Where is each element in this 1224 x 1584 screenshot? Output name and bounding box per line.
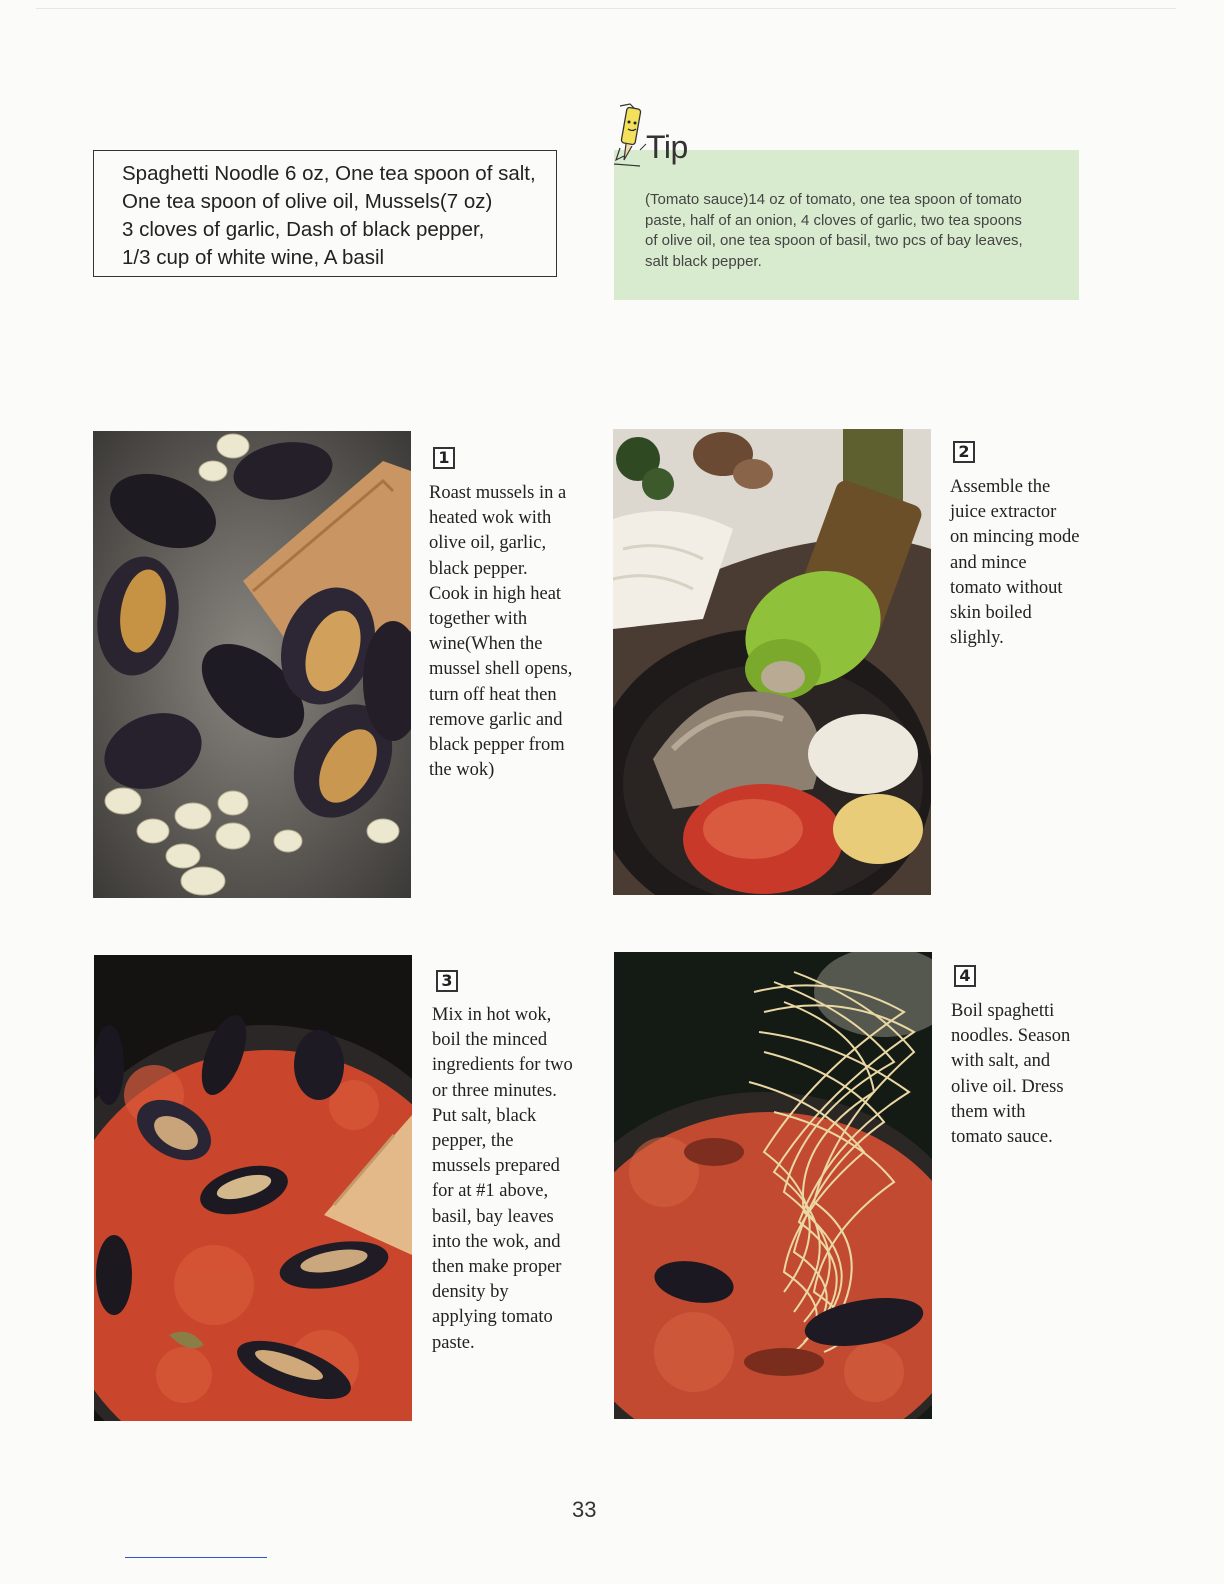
step-line: noodles. Season <box>951 1026 1071 1047</box>
step-line: tomato without <box>950 577 1063 598</box>
step-line: pepper, the <box>432 1131 514 1152</box>
step-line: turn off heat then <box>429 684 557 705</box>
step-line: then make proper <box>432 1257 562 1278</box>
step-line: Boil spaghetti <box>951 1001 1055 1021</box>
step-line: Assemble the <box>950 477 1051 497</box>
step-line: Mix in hot wok, <box>432 1005 552 1025</box>
photo-step-4 <box>614 952 932 1419</box>
step-4-badge: 4 <box>954 965 976 987</box>
step-line: olive oil. Dress <box>951 1076 1064 1097</box>
pencil-icon <box>610 100 650 170</box>
step-line: Cook in high heat <box>429 583 562 604</box>
tip-panel <box>606 98 1080 300</box>
step-line: heated wok with <box>429 508 552 529</box>
step-line: skin boiled <box>950 603 1032 624</box>
step-line: Put salt, black <box>432 1105 537 1126</box>
step-3-text <box>432 1003 573 1356</box>
ingredients-line: 1/3 cup of white wine, A basil <box>122 246 385 269</box>
step-line: tomato sauce. <box>951 1127 1053 1148</box>
step-line: remove garlic and <box>429 709 563 730</box>
step-line: juice extractor <box>950 502 1057 523</box>
ingredients-box <box>93 150 557 277</box>
step-3-badge: 3 <box>436 970 458 992</box>
step-line: on mincing mode <box>950 527 1080 548</box>
step-line: or three minutes. <box>432 1080 557 1101</box>
tip-line: paste, half of an onion, 4 cloves of garlic, two tea spoons <box>645 211 1022 229</box>
top-rule <box>36 8 1176 9</box>
step-line: paste. <box>432 1332 475 1353</box>
step-line: wine(When the <box>429 634 543 655</box>
tip-line: (Tomato sauce)14 oz of tomato, one tea spoon of tomato <box>645 191 1022 208</box>
step-line: mussels prepared <box>432 1156 560 1177</box>
tip-line: of olive oil, one tea spoon of basil, two pcs of bay leaves, <box>645 232 1023 249</box>
step-line: for at #1 above, <box>432 1181 549 1202</box>
ingredients-line: Spaghetti Noodle 6 oz, One tea spoon of salt, <box>122 162 536 185</box>
photo-step-2 <box>613 429 931 895</box>
step-line: the wok) <box>429 760 495 781</box>
step-line: slighly. <box>950 628 1004 649</box>
step-2-text <box>950 475 1079 651</box>
tip-box <box>614 150 1079 300</box>
step-line: them with <box>951 1101 1026 1122</box>
page-number: 33 <box>572 1497 597 1522</box>
step-line: boil the minced <box>432 1030 548 1051</box>
step-1-text <box>429 481 572 783</box>
step-line: with salt, and <box>951 1051 1051 1072</box>
tip-line: salt black pepper. <box>645 252 762 270</box>
photo-step-1 <box>93 431 411 898</box>
step-line: black pepper from <box>429 735 565 756</box>
step-line: applying tomato <box>432 1307 553 1328</box>
step-line: black pepper. <box>429 558 528 579</box>
footer-line <box>125 1557 267 1558</box>
photo-step-3 <box>94 955 412 1421</box>
step-line: Roast mussels in a <box>429 483 567 503</box>
step-line: together with <box>429 609 528 630</box>
step-4-text <box>951 999 1070 1150</box>
step-line: ingredients for two <box>432 1055 573 1076</box>
step-1-badge: 1 <box>433 447 455 469</box>
tip-title: Tip <box>646 129 688 165</box>
step-line: density by <box>432 1282 509 1303</box>
ingredients-line: One tea spoon of olive oil, Mussels(7 oz) <box>122 190 493 213</box>
step-line: olive oil, garlic, <box>429 533 547 554</box>
step-line: basil, bay leaves <box>432 1206 554 1227</box>
step-line: mussel shell opens, <box>429 659 573 680</box>
step-line: and mince <box>950 552 1027 573</box>
step-line: into the wok, and <box>432 1231 561 1252</box>
step-2-badge: 2 <box>953 441 975 463</box>
ingredients-line: 3 cloves of garlic, Dash of black pepper, <box>122 218 485 241</box>
